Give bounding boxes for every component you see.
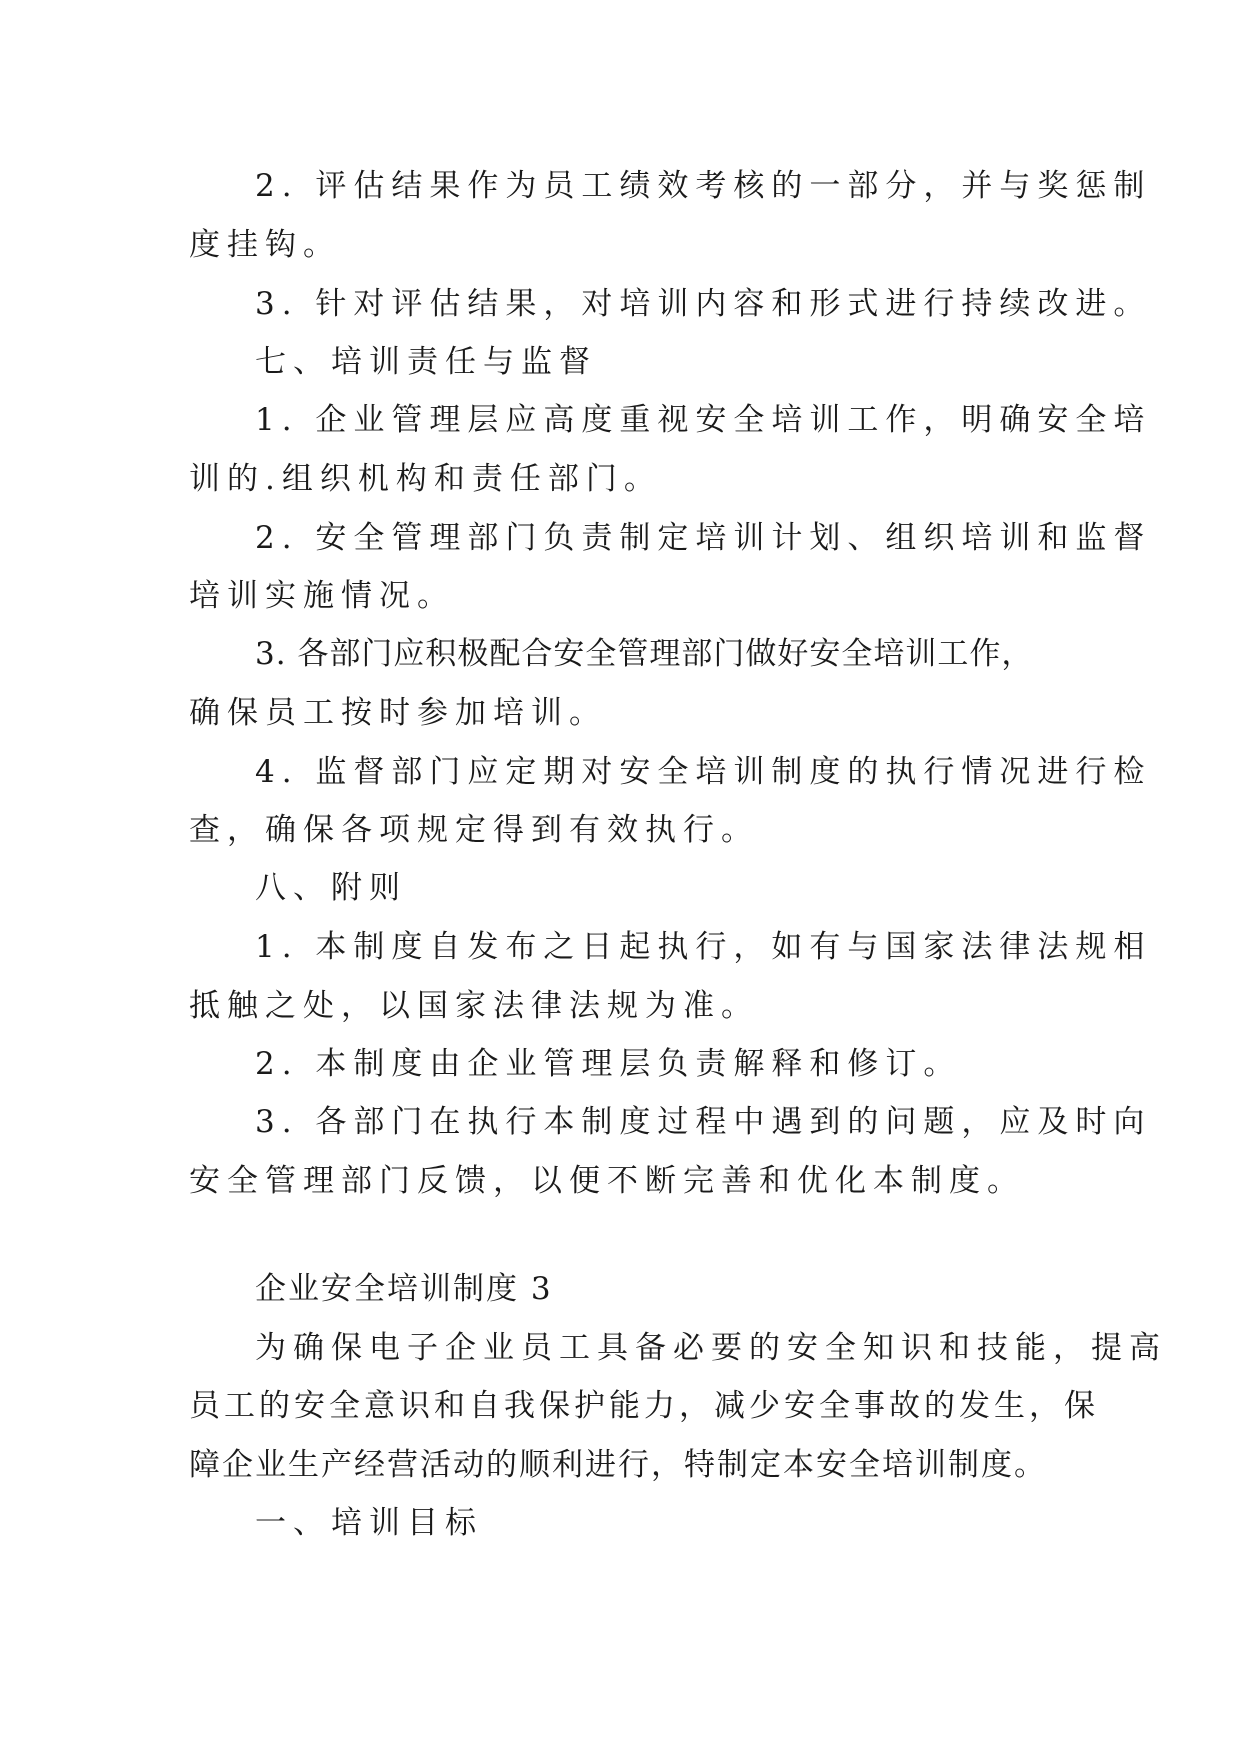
paragraph-line: 查，确保各项规定得到有效执行。 bbox=[189, 812, 759, 848]
section-heading: 一、培训目标 bbox=[255, 1505, 483, 1541]
paragraph-line: 度挂钩。 bbox=[189, 227, 341, 263]
paragraph-line: 3. 针对评估结果，对培训内容和形式进行持续改进。 bbox=[255, 286, 1152, 322]
paragraph-line: 抵触之处，以国家法律法规为准。 bbox=[189, 988, 759, 1024]
section-heading: 八、附则 bbox=[255, 870, 407, 906]
paragraph-line: 安全管理部门反馈，以便不断完善和优化本制度。 bbox=[189, 1163, 1025, 1199]
paragraph-line: 为确保电子企业员工具备必要的安全知识和技能，提高 bbox=[255, 1330, 1167, 1366]
paragraph-line: 员工的安全意识和自我保护能力，减少安全事故的发生，保 bbox=[189, 1388, 1099, 1424]
paragraph-line: 障企业生产经营活动的顺利进行，特制定本安全培训制度。 bbox=[189, 1447, 1047, 1483]
paragraph-line: 2. 安全管理部门负责制定培训计划、组织培训和监督 bbox=[255, 520, 1152, 556]
section-heading: 七、培训责任与监督 bbox=[255, 344, 597, 380]
document-title: 企业安全培训制度 3 bbox=[255, 1271, 553, 1307]
paragraph-line: 1. 本制度自发布之日起执行，如有与国家法律法规相 bbox=[255, 929, 1152, 965]
paragraph-line: 确保员工按时参加培训。 bbox=[189, 695, 607, 731]
paragraph-line: 3. 各部门应积极配合安全管理部门做好安全培训工作， bbox=[255, 636, 1034, 672]
paragraph-line: 培训实施情况。 bbox=[189, 578, 455, 614]
paragraph-line: 训的.组织机构和责任部门。 bbox=[189, 461, 662, 497]
paragraph-line: 2. 本制度由企业管理层负责解释和修订。 bbox=[255, 1046, 962, 1082]
paragraph-line: 3. 各部门在执行本制度过程中遇到的问题，应及时向 bbox=[255, 1104, 1152, 1140]
paragraph-line: 2. 评估结果作为员工绩效考核的一部分，并与奖惩制 bbox=[255, 168, 1152, 204]
paragraph-line: 4. 监督部门应定期对安全培训制度的执行情况进行检 bbox=[255, 754, 1152, 790]
paragraph-line: 1. 企业管理层应高度重视安全培训工作，明确安全培 bbox=[255, 402, 1152, 438]
